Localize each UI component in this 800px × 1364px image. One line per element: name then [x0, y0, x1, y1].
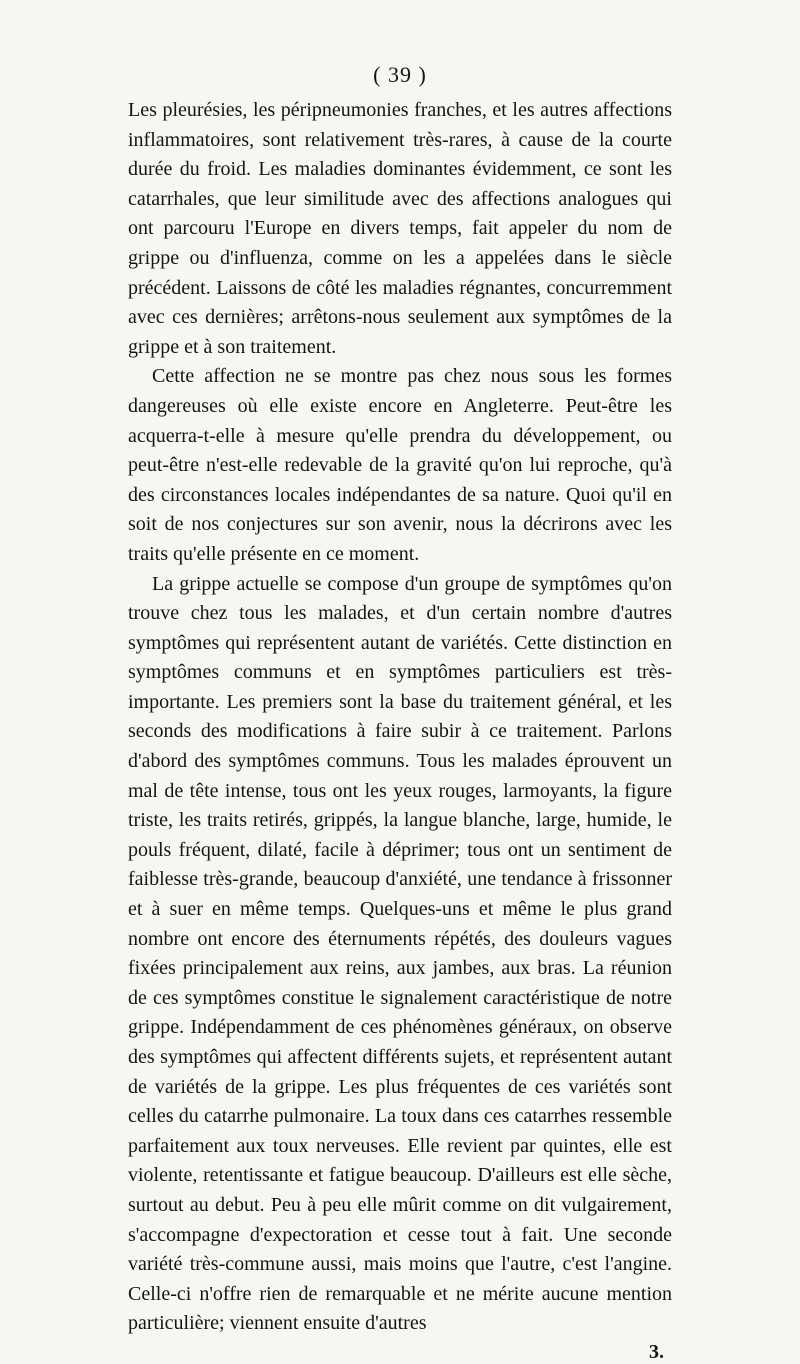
paragraph-1: Les pleurésies, les péripneumonies franches, et les autres affections inflammatoires, sont relativement très-rares, à cause de la courte durée du froid. Les maladies dominantes évidemment, ce sont les catarrhales, que leur similitude avec des affections analogues qui ont parcouru l'Europe en divers temps, fait appeler du nom de grippe ou d'influenza, comme on les a appelées dans le siècle précédent. Laissons de côté les maladies régnantes, concurremment avec ces dernières; arrêtons-nous seulement aux symptômes de la grippe et à son traitement. [128, 99, 672, 358]
paragraph-2: Cette affection ne se montre pas chez nous sous les formes dangereuses où elle existe encore en Angleterre. Peut-être les acquerra-t-elle à mesure qu'elle prendra du développement, ou peut-être n'est-elle redevable de la gravité qu'on lui reproche, qu'à des circonstances locales indépendantes de sa nature. Quoi qu'il en soit de nos conjectures sur son avenir, nous la décrirons avec les traits qu'elle présente en ce moment. [128, 365, 672, 565]
signature-mark: 3. [649, 1340, 664, 1363]
page-number: ( 39 ) [373, 62, 427, 87]
paragraph-3: La grippe actuelle se compose d'un groupe de symptômes qu'on trouve chez tous les malades, et d'un certain nombre d'autres symptômes qui représentent autant de variétés. Cette distinction en symptômes communs et en symptômes particuliers est très-importante. Les premiers sont la base du traitement général, et les seconds des modifications à faire subir à ce traitement. Parlons d'abord des symptômes communs. Tous les malades éprouvent un mal de tête intense, tous ont les yeux rouges, larmoyants, la figure triste, les traits retirés, grippés, la langue blanche, large, humide, le pouls fréquent, dilaté, facile à déprimer; tous ont un sentiment de faiblesse très-grande, beaucoup d'anxiété, une tendance à frissonner et à suer en même temps. Quelques-uns et même le plus grand nombre ont encore des éternuments répétés, des douleurs vagues fixées principalement aux reins, aux jambes, aux bras. La réunion de ces symptômes constitue le signalement caractéristique de notre grippe. Indépendamment de ces phénomènes généraux, on observe des symptômes qui affectent différents sujets, et représentent autant de variétés de la grippe. Les plus fréquentes de ces variétés sont celles du catarrhe pulmonaire. La toux dans ces catarrhes ressemble parfaitement aux toux nerveuses. Elle revient par quintes, elle est violente, retentissante et fatigue beaucoup. D'ailleurs est elle sèche, surtout au debut. Peu à peu elle mûrit comme on dit vulgairement, s'accompagne d'expectoration et cesse tout à fait. Une seconde variété très-commune aussi, mais moins que l'autre, c'est l'angine. Celle-ci n'offre rien de remarquable et ne mérite aucune mention particulière; viennent ensuite d'autres [128, 572, 672, 1335]
